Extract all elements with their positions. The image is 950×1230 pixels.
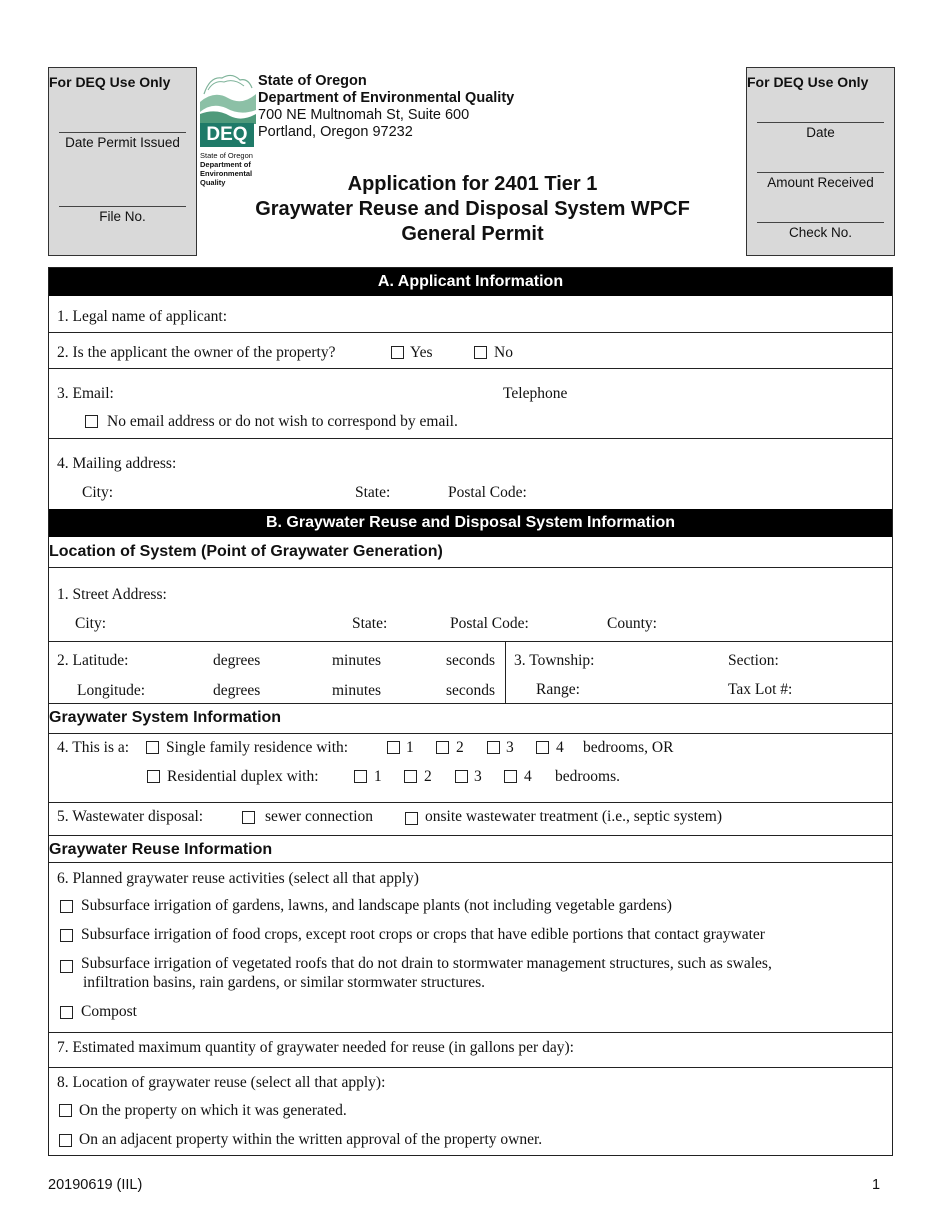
range-label: Range: xyxy=(536,681,580,698)
longitude-degrees-label: degrees xyxy=(213,682,261,699)
agency-department: Department of Environmental Quality xyxy=(258,90,515,106)
duplex-bedroom-1-checkbox[interactable] xyxy=(354,770,367,783)
file-no-line[interactable] xyxy=(59,206,186,207)
title-line-2: Graywater Reuse and Disposal System WPCF xyxy=(255,198,690,220)
max-quantity-label: 7. Estimated maximum quantity of graywater needed for reuse (in gallons per day): xyxy=(57,1039,574,1056)
owner-no-label: No xyxy=(494,344,513,361)
longitude-label: Longitude: xyxy=(77,682,146,699)
duplex-bedroom-2-label: 2 xyxy=(424,768,432,785)
title-line-1: Application for 2401 Tier 1 xyxy=(347,173,598,195)
tax-lot-label: Tax Lot #: xyxy=(728,681,793,698)
duplex-bedroom-suffix: bedrooms. xyxy=(555,768,621,785)
mailing-city-label: City: xyxy=(82,484,114,501)
duplex-checkbox[interactable] xyxy=(147,770,160,783)
form-title xyxy=(200,172,745,247)
same-property-label: On the property on which it was generated. xyxy=(79,1102,347,1119)
q-mailing-address-label: 4. Mailing address: xyxy=(57,455,177,472)
deq-use-title: For DEQ Use Only xyxy=(49,74,171,90)
duplex-bedroom-4-checkbox[interactable] xyxy=(504,770,517,783)
title-line-3: General Permit xyxy=(401,223,544,245)
reuse-vegetated-roofs-label-cont: infiltration basins, rain gardens, or similar stormwater structures. xyxy=(83,974,486,991)
reuse-compost-label: Compost xyxy=(81,1003,137,1020)
mailing-postal-label: Postal Code: xyxy=(448,484,527,501)
single-bedroom-2-label: 2 xyxy=(456,739,464,756)
location-subheading: Location of System (Point of Graywater Generation) xyxy=(49,543,443,560)
section-a-heading: A. Applicant Information xyxy=(49,268,892,296)
wastewater-disposal-label: 5. Wastewater disposal: xyxy=(57,808,204,825)
location-county-label: County: xyxy=(607,615,657,632)
reuse-food-crops-label: Subsurface irrigation of food crops, except root crops or crops that have edible portions that contact graywater xyxy=(81,926,765,943)
reuse-vegetated-roofs-checkbox[interactable] xyxy=(60,960,73,973)
duplex-bedroom-3-checkbox[interactable] xyxy=(455,770,468,783)
reuse-subheading: Graywater Reuse Information xyxy=(49,841,273,858)
date-permit-issued-label: Date Permit Issued xyxy=(65,135,180,150)
street-address-label: 1. Street Address: xyxy=(57,586,167,603)
latitude-degrees-label: degrees xyxy=(213,652,261,669)
sewer-connection-label: sewer connection xyxy=(265,808,374,825)
single-family-checkbox[interactable] xyxy=(146,741,159,754)
single-bedroom-2-checkbox[interactable] xyxy=(436,741,449,754)
date-line[interactable] xyxy=(757,122,884,123)
single-bedroom-3-label: 3 xyxy=(506,739,514,756)
logo-caption-line: Environmental xyxy=(200,169,253,178)
form-version-code: 20190619 (IIL) xyxy=(48,1177,143,1193)
township-label: 3. Township: xyxy=(514,652,595,669)
agency-city: Portland, Oregon 97232 xyxy=(258,124,413,140)
reuse-gardens-checkbox[interactable] xyxy=(60,900,73,913)
reuse-compost-checkbox[interactable] xyxy=(60,1006,73,1019)
q-email-label: 3. Email: xyxy=(57,385,114,402)
location-state-label: State: xyxy=(352,615,388,632)
logo-caption-line: Quality xyxy=(200,178,226,187)
section-label: Section: xyxy=(728,652,779,669)
page-number: 1 xyxy=(872,1177,881,1193)
longitude-seconds-label: seconds xyxy=(446,682,496,699)
duplex-bedroom-4-label: 4 xyxy=(524,768,532,785)
file-no-label: File No. xyxy=(99,209,146,224)
duplex-bedroom-2-checkbox[interactable] xyxy=(404,770,417,783)
reuse-location-label: 8. Location of graywater reuse (select all that apply): xyxy=(57,1074,386,1091)
logo-caption-line: State of Oregon xyxy=(200,151,253,160)
deq-use-title: For DEQ Use Only xyxy=(747,74,869,90)
amount-received-label: Amount Received xyxy=(767,175,874,190)
adjacent-property-checkbox[interactable] xyxy=(59,1134,72,1147)
single-bedroom-4-label: 4 xyxy=(556,739,564,756)
location-postal-label: Postal Code: xyxy=(450,615,529,632)
latitude-minutes-label: minutes xyxy=(332,652,382,669)
no-email-checkbox[interactable] xyxy=(85,415,98,428)
single-bedroom-1-checkbox[interactable] xyxy=(387,741,400,754)
reuse-food-crops-checkbox[interactable] xyxy=(60,929,73,942)
date-permit-issued-line[interactable] xyxy=(59,132,186,133)
onsite-treatment-label: onsite wastewater treatment (i.e., septic system) xyxy=(425,808,722,825)
single-bedroom-3-checkbox[interactable] xyxy=(487,741,500,754)
q-legal-name-label: 1. Legal name of applicant: xyxy=(57,308,228,325)
section-b-heading: B. Graywater Reuse and Disposal System Information xyxy=(49,509,892,537)
deq-use-box-left xyxy=(48,67,197,256)
logo-deq-text: DEQ xyxy=(200,123,254,147)
duplex-bedroom-1-label: 1 xyxy=(374,768,382,785)
deq-use-box-right xyxy=(746,67,895,256)
reuse-activities-label: 6. Planned graywater reuse activities (select all that apply) xyxy=(57,870,419,887)
single-bedroom-4-checkbox[interactable] xyxy=(536,741,549,754)
latitude-seconds-label: seconds xyxy=(446,652,496,669)
amount-received-line[interactable] xyxy=(757,172,884,173)
agency-street: 700 NE Multnomah St, Suite 600 xyxy=(258,107,470,123)
single-family-label: Single family residence with: xyxy=(166,739,349,756)
reuse-vegetated-roofs-label: Subsurface irrigation of vegetated roofs that do not drain to stormwater management structures, such as swales, xyxy=(81,955,772,972)
no-email-label: No email address or do not wish to correspond by email. xyxy=(107,413,458,430)
q-owner-label: 2. Is the applicant the owner of the property? xyxy=(57,344,336,361)
adjacent-property-label: On an adjacent property within the written approval of the property owner. xyxy=(79,1131,543,1148)
dwelling-type-label: 4. This is a: xyxy=(57,739,130,756)
reuse-gardens-label: Subsurface irrigation of gardens, lawns, and landscape plants (not including vegetable gardens) xyxy=(81,897,672,914)
latitude-label: 2. Latitude: xyxy=(57,652,129,669)
date-label: Date xyxy=(806,125,835,140)
same-property-checkbox[interactable] xyxy=(59,1104,72,1117)
owner-yes-label: Yes xyxy=(410,344,433,361)
owner-yes-checkbox[interactable] xyxy=(391,346,404,359)
check-no-line[interactable] xyxy=(757,222,884,223)
onsite-treatment-checkbox[interactable] xyxy=(405,812,418,825)
owner-no-checkbox[interactable] xyxy=(474,346,487,359)
logo-caption-line: Department of xyxy=(200,160,251,169)
mailing-state-label: State: xyxy=(355,484,391,501)
telephone-label: Telephone xyxy=(503,385,568,402)
system-subheading: Graywater System Information xyxy=(49,709,282,726)
longitude-minutes-label: minutes xyxy=(332,682,382,699)
location-city-label: City: xyxy=(75,615,107,632)
duplex-bedroom-3-label: 3 xyxy=(474,768,482,785)
single-bedroom-1-label: 1 xyxy=(406,739,414,756)
duplex-label: Residential duplex with: xyxy=(167,768,319,785)
check-no-label: Check No. xyxy=(788,225,853,240)
single-bedroom-suffix: bedrooms, OR xyxy=(583,739,674,756)
agency-info xyxy=(258,73,514,141)
landscape-logo-icon xyxy=(200,68,256,124)
agency-state: State of Oregon xyxy=(258,73,367,89)
application-form xyxy=(48,267,893,1156)
sewer-connection-checkbox[interactable] xyxy=(242,811,255,824)
